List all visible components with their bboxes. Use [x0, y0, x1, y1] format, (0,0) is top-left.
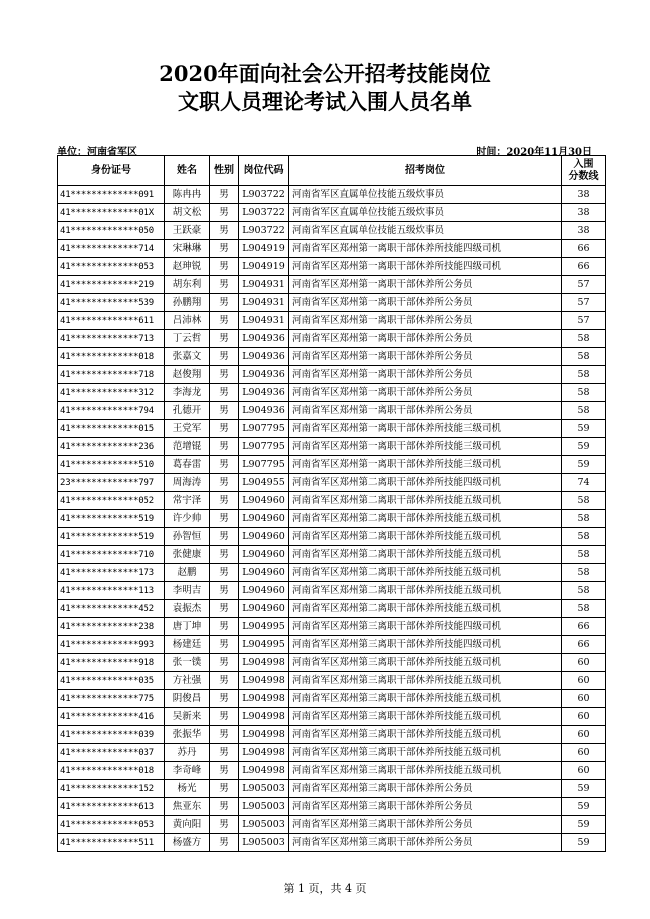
cell-gender: 男: [210, 258, 239, 276]
cell-cutoff-score: 58: [562, 546, 606, 564]
cell-id-number: 41*************236: [58, 438, 165, 456]
cell-name: 胡文松: [165, 204, 210, 222]
cell-cutoff-score: 58: [562, 330, 606, 348]
cell-gender: 男: [210, 636, 239, 654]
cell-position-code: L904931: [239, 294, 289, 312]
header-name: 姓名: [165, 156, 210, 186]
table-body: [58, 186, 606, 852]
cell-id-number: 41*************452: [58, 600, 165, 618]
table-row: [58, 708, 606, 726]
cell-position-code: L904960: [239, 582, 289, 600]
cell-position-code: L904931: [239, 312, 289, 330]
cell-position-code: L904998: [239, 654, 289, 672]
cell-position: 河南省军区郑州第三离职干部休养所技能五级司机: [289, 690, 562, 708]
cell-cutoff-score: 59: [562, 456, 606, 474]
cell-position: 河南省军区郑州第三离职干部休养所技能五级司机: [289, 654, 562, 672]
cell-name: 吕沛林: [165, 312, 210, 330]
table-row: [58, 618, 606, 636]
table-row: [58, 510, 606, 528]
cell-cutoff-score: 57: [562, 276, 606, 294]
table-row: [58, 636, 606, 654]
cell-position: 河南省军区郑州第三离职干部休养所公务员: [289, 816, 562, 834]
cell-position-code: L903722: [239, 204, 289, 222]
cell-position-code: L904936: [239, 366, 289, 384]
cell-position-code: L905003: [239, 834, 289, 852]
cell-position-code: L904960: [239, 492, 289, 510]
cell-position: 河南省军区郑州第二离职干部休养所技能五级司机: [289, 510, 562, 528]
cell-gender: 男: [210, 186, 239, 204]
cell-name: 王跃豪: [165, 222, 210, 240]
table-row: [58, 798, 606, 816]
cell-name: 杨光: [165, 780, 210, 798]
cell-id-number: 41*************091: [58, 186, 165, 204]
cell-position: 河南省军区直属单位技能五级炊事员: [289, 222, 562, 240]
cell-position: 河南省军区郑州第一离职干部休养所技能四级司机: [289, 258, 562, 276]
cell-gender: 男: [210, 510, 239, 528]
cell-cutoff-score: 60: [562, 690, 606, 708]
table-row: [58, 276, 606, 294]
cell-position: 河南省军区郑州第一离职干部休养所公务员: [289, 402, 562, 420]
cell-cutoff-score: 58: [562, 402, 606, 420]
cell-position: 河南省军区郑州第三离职干部休养所公务员: [289, 798, 562, 816]
cell-id-number: 41*************519: [58, 528, 165, 546]
document-title-line-1: 2020年面向社会公开招考技能岗位: [159, 61, 491, 86]
cell-position-code: L904998: [239, 762, 289, 780]
cell-gender: 男: [210, 816, 239, 834]
cell-gender: 男: [210, 348, 239, 366]
cell-cutoff-score: 60: [562, 744, 606, 762]
cell-name: 李奇峰: [165, 762, 210, 780]
cell-name: 杨建廷: [165, 636, 210, 654]
cell-name: 李明吉: [165, 582, 210, 600]
cell-position-code: L905003: [239, 780, 289, 798]
table-row: [58, 654, 606, 672]
cell-gender: 男: [210, 420, 239, 438]
cell-cutoff-score: 66: [562, 618, 606, 636]
cell-position-code: L905003: [239, 816, 289, 834]
cell-gender: 男: [210, 708, 239, 726]
cell-id-number: 41*************713: [58, 330, 165, 348]
cell-id-number: 41*************519: [58, 510, 165, 528]
cell-gender: 男: [210, 240, 239, 258]
cell-name: 王党军: [165, 420, 210, 438]
cell-position-code: L905003: [239, 798, 289, 816]
cell-gender: 男: [210, 294, 239, 312]
cell-name: 阴俊昌: [165, 690, 210, 708]
cell-position: 河南省军区郑州第一离职干部休养所技能三级司机: [289, 456, 562, 474]
cell-cutoff-score: 58: [562, 600, 606, 618]
cell-gender: 男: [210, 204, 239, 222]
cell-gender: 男: [210, 222, 239, 240]
page-footer: 第 1 页，共 4 页: [283, 882, 367, 895]
cell-cutoff-score: 66: [562, 636, 606, 654]
table-row: [58, 816, 606, 834]
cell-cutoff-score: 59: [562, 780, 606, 798]
cell-gender: 男: [210, 780, 239, 798]
cell-gender: 男: [210, 438, 239, 456]
cell-id-number: 41*************01X: [58, 204, 165, 222]
cell-gender: 男: [210, 582, 239, 600]
cell-name: 黄向阳: [165, 816, 210, 834]
cell-id-number: 41*************794: [58, 402, 165, 420]
cell-name: 苏丹: [165, 744, 210, 762]
cell-position: 河南省军区郑州第三离职干部休养所技能五级司机: [289, 726, 562, 744]
cell-gender: 男: [210, 600, 239, 618]
table-row: [58, 330, 606, 348]
table-row: [58, 474, 606, 492]
cell-gender: 男: [210, 330, 239, 348]
cell-id-number: 41*************775: [58, 690, 165, 708]
cell-id-number: 41*************918: [58, 654, 165, 672]
cell-id-number: 41*************113: [58, 582, 165, 600]
cell-position-code: L904995: [239, 618, 289, 636]
cell-id-number: 41*************718: [58, 366, 165, 384]
cell-cutoff-score: 58: [562, 384, 606, 402]
cell-id-number: 41*************511: [58, 834, 165, 852]
table-row: [58, 294, 606, 312]
cell-position-code: L907795: [239, 438, 289, 456]
cell-cutoff-score: 74: [562, 474, 606, 492]
table-row: [58, 744, 606, 762]
cell-name: 张一镤: [165, 654, 210, 672]
cell-gender: 男: [210, 384, 239, 402]
cell-position-code: L904998: [239, 690, 289, 708]
cell-name: 葛春雷: [165, 456, 210, 474]
cell-position: 河南省军区郑州第三离职干部休养所技能四级司机: [289, 636, 562, 654]
cell-id-number: 41*************037: [58, 744, 165, 762]
table-row: [58, 258, 606, 276]
cell-id-number: 41*************416: [58, 708, 165, 726]
cell-position: 河南省军区郑州第一离职干部休养所技能三级司机: [289, 438, 562, 456]
cell-id-number: 41*************219: [58, 276, 165, 294]
cell-cutoff-score: 57: [562, 312, 606, 330]
table-header-row: [58, 156, 606, 186]
cell-gender: 男: [210, 564, 239, 582]
table-row: [58, 402, 606, 420]
cell-name: 焦亚东: [165, 798, 210, 816]
cell-id-number: 41*************993: [58, 636, 165, 654]
cell-position-code: L904960: [239, 546, 289, 564]
cell-position-code: L904919: [239, 258, 289, 276]
cell-id-number: 41*************039: [58, 726, 165, 744]
cell-cutoff-score: 60: [562, 672, 606, 690]
cell-position-code: L903722: [239, 222, 289, 240]
cell-cutoff-score: 58: [562, 348, 606, 366]
cell-gender: 男: [210, 618, 239, 636]
cell-cutoff-score: 58: [562, 582, 606, 600]
cell-position-code: L904936: [239, 402, 289, 420]
cell-name: 赵鹏: [165, 564, 210, 582]
cell-name: 宋琳琳: [165, 240, 210, 258]
table-row: [58, 528, 606, 546]
table-row: [58, 366, 606, 384]
cell-position: 河南省军区郑州第二离职干部休养所技能四级司机: [289, 474, 562, 492]
cell-position: 河南省军区郑州第二离职干部休养所技能五级司机: [289, 582, 562, 600]
cell-position: 河南省军区郑州第二离职干部休养所技能五级司机: [289, 492, 562, 510]
cell-cutoff-score: 38: [562, 204, 606, 222]
table-row: [58, 672, 606, 690]
header-position: 招考岗位: [289, 156, 562, 186]
cell-position-code: L904998: [239, 708, 289, 726]
cell-cutoff-score: 59: [562, 798, 606, 816]
cell-name: 唐丁坤: [165, 618, 210, 636]
cell-id-number: 23*************797: [58, 474, 165, 492]
cell-name: 赵珅锐: [165, 258, 210, 276]
cell-position: 河南省军区郑州第一离职干部休养所公务员: [289, 276, 562, 294]
table-row: [58, 834, 606, 852]
header-id-number: 身份证号: [58, 156, 165, 186]
cell-position: 河南省军区直属单位技能五级炊事员: [289, 186, 562, 204]
table-row: [58, 582, 606, 600]
table-row: [58, 420, 606, 438]
cell-name: 孙鹏翔: [165, 294, 210, 312]
cell-cutoff-score: 59: [562, 834, 606, 852]
cell-gender: 男: [210, 690, 239, 708]
cell-position-code: L904998: [239, 744, 289, 762]
cell-name: 杨盛方: [165, 834, 210, 852]
header-cutoff-score: 入围 分数线: [562, 156, 606, 186]
cell-gender: 男: [210, 456, 239, 474]
table-row: [58, 780, 606, 798]
candidate-table: [57, 155, 606, 852]
cell-name: 范增锟: [165, 438, 210, 456]
cell-cutoff-score: 58: [562, 528, 606, 546]
cell-name: 许少帅: [165, 510, 210, 528]
table-row: [58, 348, 606, 366]
cell-position: 河南省军区郑州第三离职干部休养所技能五级司机: [289, 762, 562, 780]
cell-position: 河南省军区郑州第三离职干部休养所技能五级司机: [289, 708, 562, 726]
cell-id-number: 41*************611: [58, 312, 165, 330]
table-row: [58, 600, 606, 618]
cell-id-number: 41*************238: [58, 618, 165, 636]
cell-gender: 男: [210, 546, 239, 564]
cell-position: 河南省军区郑州第一离职干部休养所公务员: [289, 366, 562, 384]
cell-cutoff-score: 58: [562, 492, 606, 510]
cell-position-code: L907795: [239, 456, 289, 474]
cell-cutoff-score: 59: [562, 420, 606, 438]
cell-name: 陈冉冉: [165, 186, 210, 204]
cell-cutoff-score: 38: [562, 222, 606, 240]
table-row: [58, 186, 606, 204]
cell-cutoff-score: 58: [562, 366, 606, 384]
cell-gender: 男: [210, 492, 239, 510]
cell-gender: 男: [210, 528, 239, 546]
cell-position-code: L904960: [239, 600, 289, 618]
cell-position-code: L904960: [239, 564, 289, 582]
unit-label: 单位：河南省军区: [57, 147, 137, 158]
header-gender: 性别: [210, 156, 239, 186]
cell-position-code: L904931: [239, 276, 289, 294]
cell-cutoff-score: 60: [562, 762, 606, 780]
cell-gender: 男: [210, 798, 239, 816]
cell-name: 张健康: [165, 546, 210, 564]
table-row: [58, 726, 606, 744]
cell-position: 河南省军区郑州第一离职干部休养所公务员: [289, 294, 562, 312]
table-row: [58, 438, 606, 456]
table-row: [58, 492, 606, 510]
cell-position: 河南省军区郑州第二离职干部休养所技能五级司机: [289, 564, 562, 582]
cell-gender: 男: [210, 276, 239, 294]
cell-name: 李海龙: [165, 384, 210, 402]
cell-position: 河南省军区郑州第一离职干部休养所公务员: [289, 384, 562, 402]
cell-name: 孔德开: [165, 402, 210, 420]
cell-name: 胡东利: [165, 276, 210, 294]
cell-id-number: 41*************710: [58, 546, 165, 564]
cell-name: 周海涛: [165, 474, 210, 492]
cell-gender: 男: [210, 366, 239, 384]
cell-position-code: L904960: [239, 510, 289, 528]
table-row: [58, 564, 606, 582]
cell-cutoff-score: 38: [562, 186, 606, 204]
header-position-code: 岗位代码: [239, 156, 289, 186]
cell-position: 河南省军区郑州第三离职干部休养所公务员: [289, 780, 562, 798]
table-row: [58, 384, 606, 402]
cell-position-code: L904998: [239, 672, 289, 690]
cell-id-number: 41*************173: [58, 564, 165, 582]
cell-name: 吴新来: [165, 708, 210, 726]
cell-gender: 男: [210, 672, 239, 690]
cell-position-code: L903722: [239, 186, 289, 204]
cell-position: 河南省军区郑州第二离职干部休养所技能五级司机: [289, 546, 562, 564]
cell-position: 河南省军区郑州第二离职干部休养所技能五级司机: [289, 528, 562, 546]
cell-position: 河南省军区郑州第一离职干部休养所技能三级司机: [289, 420, 562, 438]
cell-id-number: 41*************312: [58, 384, 165, 402]
cell-gender: 男: [210, 402, 239, 420]
cell-position: 河南省军区郑州第三离职干部休养所公务员: [289, 834, 562, 852]
cell-position-code: L904960: [239, 528, 289, 546]
cell-id-number: 41*************539: [58, 294, 165, 312]
cell-gender: 男: [210, 474, 239, 492]
cell-position-code: L904936: [239, 384, 289, 402]
cell-position: 河南省军区郑州第三离职干部休养所技能四级司机: [289, 618, 562, 636]
cell-cutoff-score: 60: [562, 708, 606, 726]
cell-cutoff-score: 59: [562, 438, 606, 456]
cell-cutoff-score: 66: [562, 240, 606, 258]
date-label: 时间：2020年11月30日: [476, 147, 592, 158]
cell-position-code: L904955: [239, 474, 289, 492]
table-row: [58, 546, 606, 564]
cell-name: 赵俊翔: [165, 366, 210, 384]
cell-id-number: 41*************714: [58, 240, 165, 258]
cell-position: 河南省军区郑州第三离职干部休养所技能五级司机: [289, 744, 562, 762]
cell-id-number: 41*************053: [58, 816, 165, 834]
cell-id-number: 41*************018: [58, 762, 165, 780]
cell-position: 河南省军区直属单位技能五级炊事员: [289, 204, 562, 222]
cell-name: 张振华: [165, 726, 210, 744]
table-row: [58, 690, 606, 708]
cell-cutoff-score: 60: [562, 726, 606, 744]
cell-position: 河南省军区郑州第一离职干部休养所公务员: [289, 330, 562, 348]
cell-name: 袁振杰: [165, 600, 210, 618]
cell-position: 河南省军区郑州第一离职干部休养所公务员: [289, 348, 562, 366]
cell-position-code: L904936: [239, 348, 289, 366]
cell-name: 丁云哲: [165, 330, 210, 348]
cell-gender: 男: [210, 744, 239, 762]
cell-position-code: L904919: [239, 240, 289, 258]
cell-gender: 男: [210, 312, 239, 330]
cell-position-code: L904998: [239, 726, 289, 744]
cell-position: 河南省军区郑州第二离职干部休养所技能五级司机: [289, 600, 562, 618]
cell-position-code: L904995: [239, 636, 289, 654]
table-row: [58, 222, 606, 240]
table-row: [58, 204, 606, 222]
cell-cutoff-score: 58: [562, 564, 606, 582]
cell-name: 常宇泽: [165, 492, 210, 510]
cell-id-number: 41*************510: [58, 456, 165, 474]
cell-cutoff-score: 60: [562, 654, 606, 672]
cell-position: 河南省军区郑州第一离职干部休养所技能四级司机: [289, 240, 562, 258]
cell-gender: 男: [210, 834, 239, 852]
cell-cutoff-score: 59: [562, 816, 606, 834]
cell-position-code: L907795: [239, 420, 289, 438]
cell-gender: 男: [210, 726, 239, 744]
table-row: [58, 240, 606, 258]
cell-position: 河南省军区郑州第一离职干部休养所公务员: [289, 312, 562, 330]
cell-cutoff-score: 58: [562, 510, 606, 528]
table-row: [58, 312, 606, 330]
cell-id-number: 41*************613: [58, 798, 165, 816]
cell-name: 方社强: [165, 672, 210, 690]
cell-position: 河南省军区郑州第三离职干部休养所技能五级司机: [289, 672, 562, 690]
cell-id-number: 41*************050: [58, 222, 165, 240]
cell-id-number: 41*************053: [58, 258, 165, 276]
cell-id-number: 41*************152: [58, 780, 165, 798]
table-row: [58, 762, 606, 780]
cell-gender: 男: [210, 762, 239, 780]
cell-cutoff-score: 57: [562, 294, 606, 312]
cell-name: 张嘉文: [165, 348, 210, 366]
cell-id-number: 41*************018: [58, 348, 165, 366]
cell-position-code: L904936: [239, 330, 289, 348]
cell-id-number: 41*************015: [58, 420, 165, 438]
cell-id-number: 41*************035: [58, 672, 165, 690]
table-row: [58, 456, 606, 474]
document-title-line-2: 文职人员理论考试入围人员名单: [178, 89, 472, 114]
cell-id-number: 41*************052: [58, 492, 165, 510]
cell-gender: 男: [210, 654, 239, 672]
cell-name: 孙智恒: [165, 528, 210, 546]
cell-cutoff-score: 66: [562, 258, 606, 276]
